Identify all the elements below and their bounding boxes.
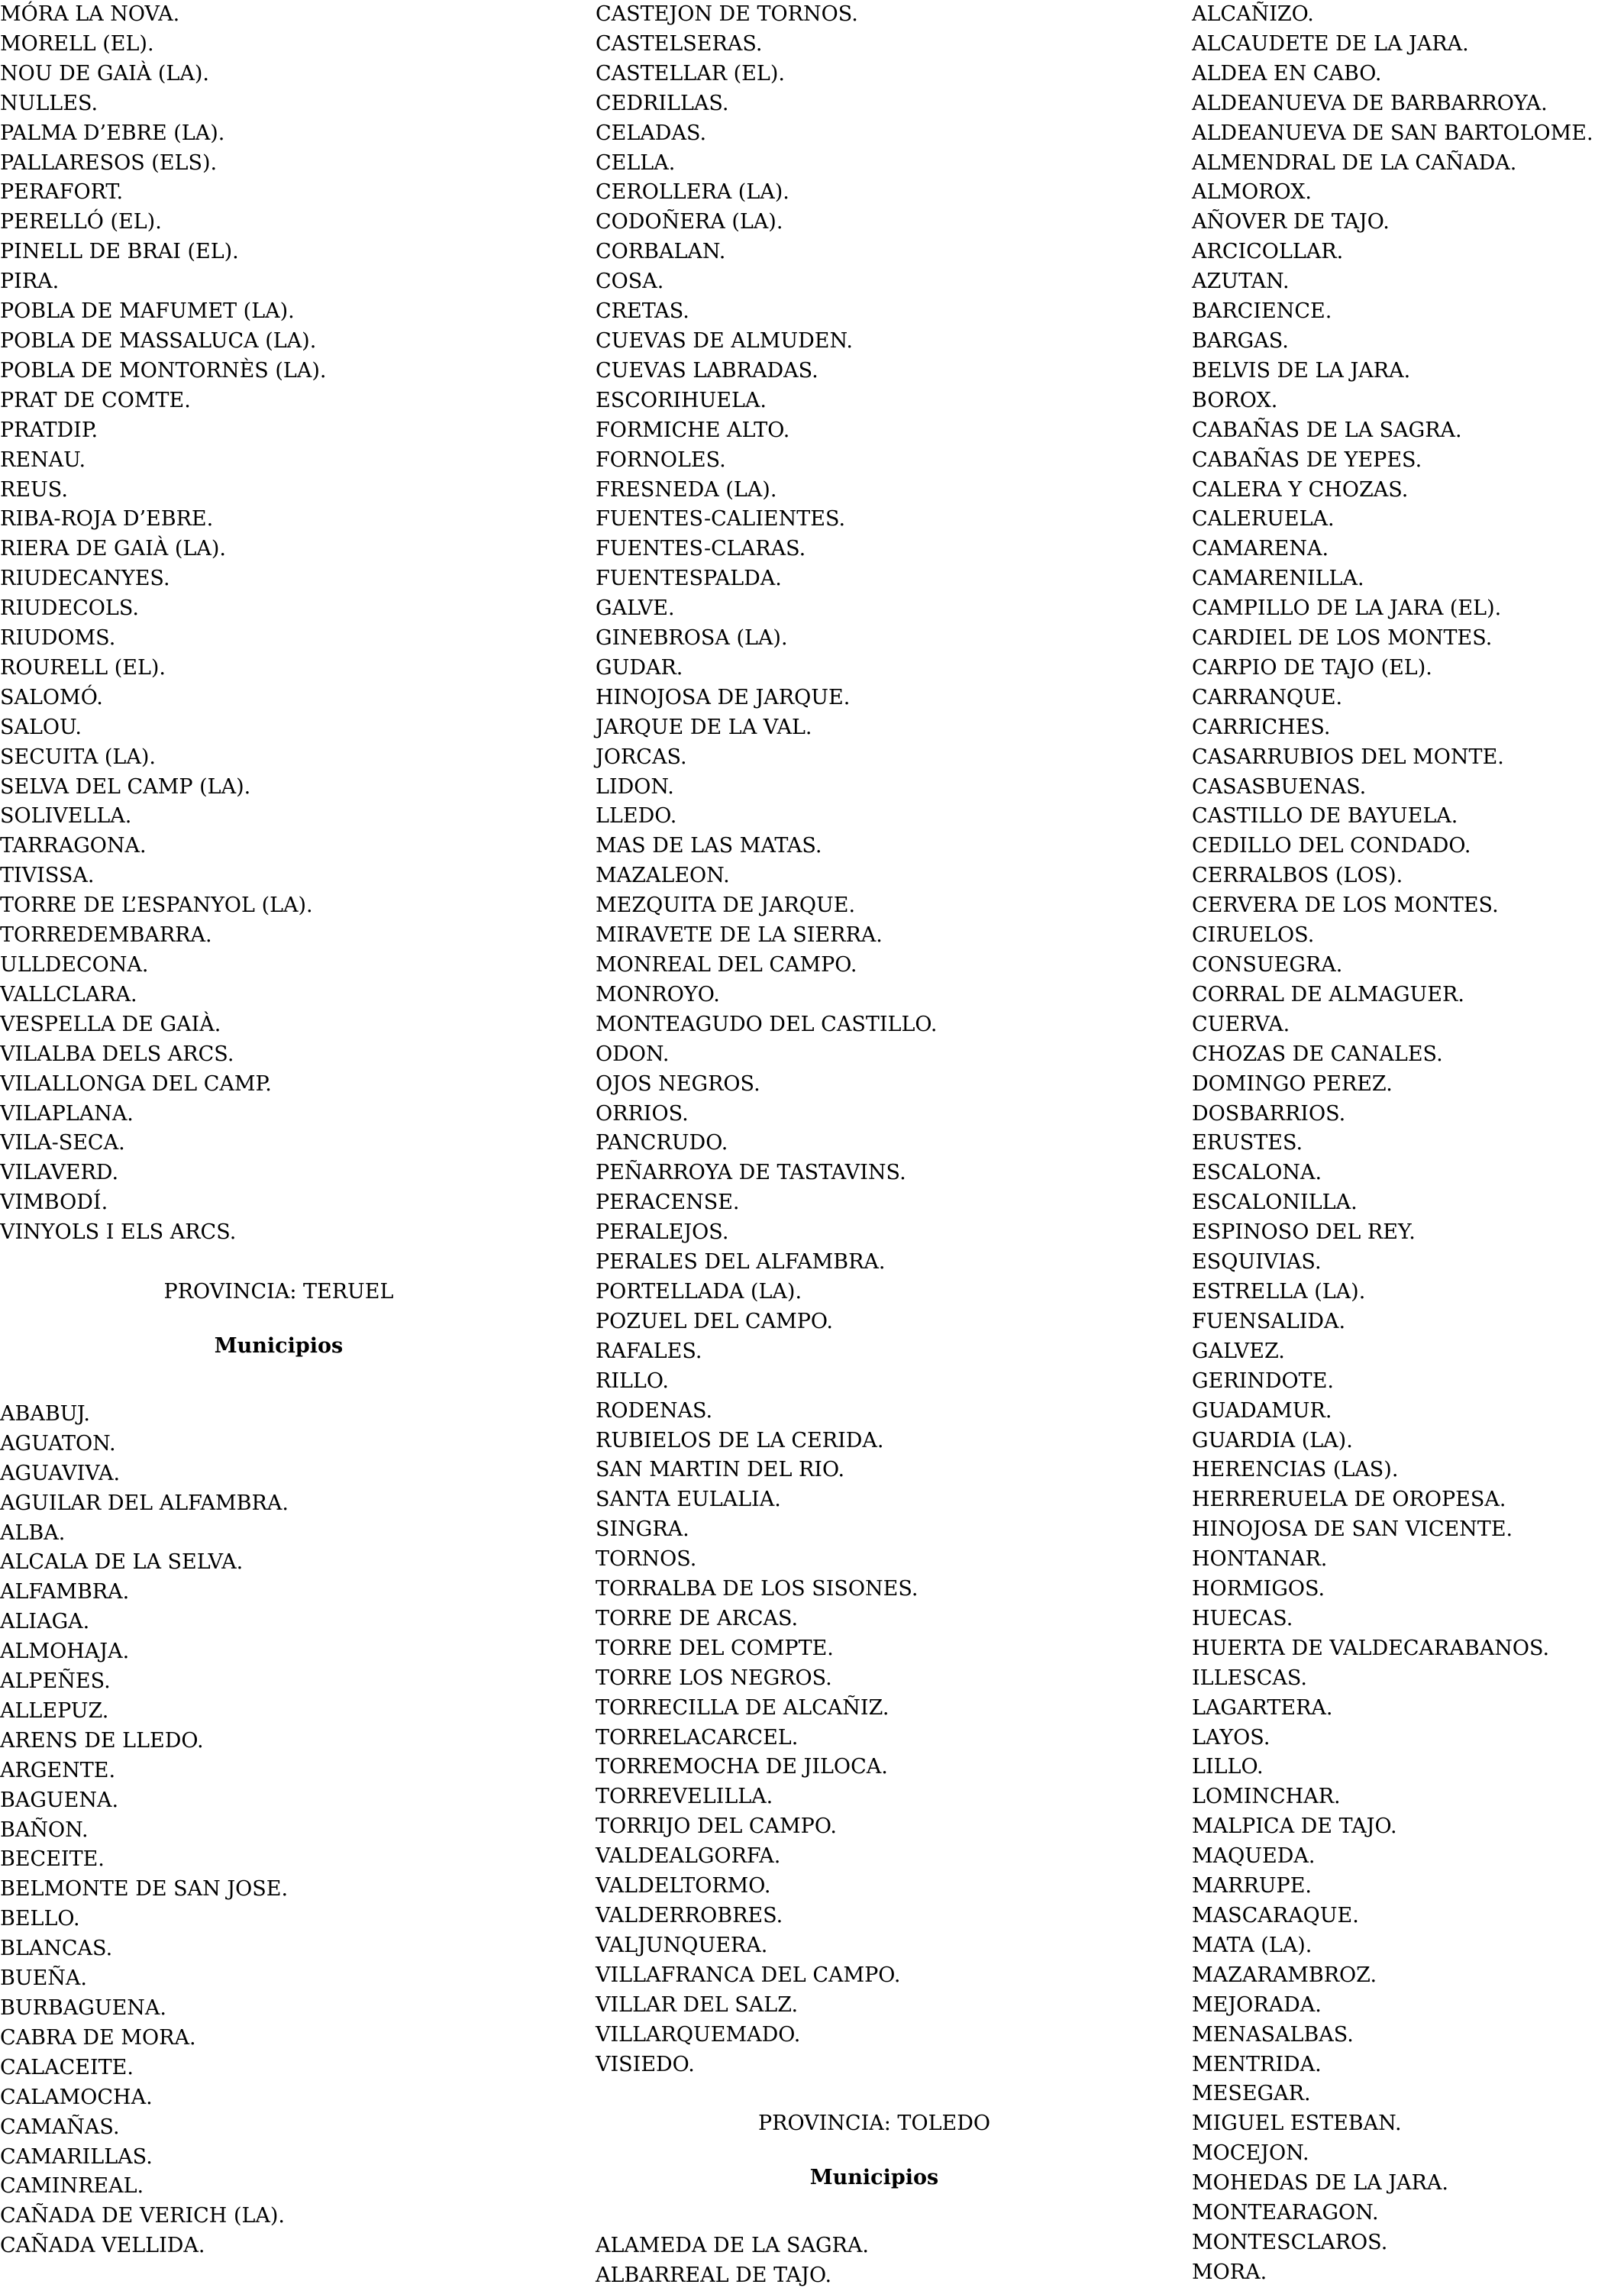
municipality-item: PEÑARROYA DE TASTAVINS. — [596, 1161, 906, 1185]
municipality-item: FUENTES-CLARAS. — [596, 537, 806, 561]
municipality-item: PALMA D’EBRE (LA). — [0, 121, 225, 145]
municipality-item: CUEVAS DE ALMUDEN. — [596, 328, 853, 353]
municipality-item: CEROLLERA (LA). — [596, 180, 789, 205]
municipality-item: MORELL (EL). — [0, 31, 154, 56]
municipality-item: SAN MARTIN DEL RIO. — [596, 1458, 845, 1482]
municipality-item: VILALLONGA DEL CAMP. — [0, 1071, 272, 1096]
municipality-item: SINGRA. — [596, 1517, 689, 1542]
municipality-item: HORMIGOS. — [1192, 1577, 1325, 1601]
municipality-item: TORRE DEL COMPTE. — [596, 1636, 834, 1660]
municipality-item: GUARDIA (LA). — [1192, 1428, 1353, 1452]
municipality-item: PRATDIP. — [0, 418, 98, 442]
municipality-item: PERACENSE. — [596, 1191, 740, 1215]
municipality-item: CASTELSERAS. — [596, 31, 763, 56]
municipality-item: TORREMOCHA DE JILOCA. — [596, 1755, 888, 1779]
municipality-item: GUDAR. — [596, 655, 683, 680]
municipality-item: ODON. — [596, 1042, 670, 1066]
municipality-item: ALCAÑIZO. — [1192, 2, 1314, 26]
municipality-item: CAÑADA DE VERICH (LA). — [0, 2204, 286, 2228]
municipality-item: GERINDOTE. — [1192, 1368, 1334, 1393]
municipality-item: TORRALBA DE LOS SISONES. — [596, 1577, 919, 1601]
municipality-item: RIBA-ROJA D’EBRE. — [0, 507, 214, 532]
municipality-item: ALAMEDA DE LA SAGRA. — [596, 2234, 869, 2258]
province-heading: PROVINCIA: TERUEL — [163, 1280, 394, 1304]
municipality-item: BLANCAS. — [0, 1937, 113, 1961]
municipality-item: FUENSALIDA. — [1192, 1309, 1346, 1333]
municipality-item: ARGENTE. — [0, 1758, 116, 1782]
municipality-item: FRESNEDA (LA). — [596, 477, 777, 502]
municipality-item: POBLA DE MONTORNÈS (LA). — [0, 358, 327, 383]
municipality-item: MORA. — [1192, 2260, 1267, 2284]
municipality-item: ABABUJ. — [0, 1401, 91, 1426]
municipality-item: FORNOLES. — [596, 448, 726, 472]
municipality-item: BAGUENA. — [0, 1788, 119, 1812]
municipality-item: ULLDECONA. — [0, 953, 149, 977]
municipality-item: PANCRUDO. — [596, 1131, 728, 1155]
municipality-item: CELADAS. — [596, 121, 707, 145]
municipality-item: PALLARESOS (ELS). — [0, 150, 218, 175]
municipality-item: MEZQUITA DE JARQUE. — [596, 893, 856, 918]
municipality-item: ALMOROX. — [1192, 180, 1312, 205]
municipality-item: CALAMOCHA. — [0, 2085, 153, 2109]
municipality-item: CARDIEL DE LOS MONTES. — [1192, 626, 1493, 651]
municipality-item: CABAÑAS DE YEPES. — [1192, 448, 1422, 472]
municipality-item: ARCICOLLAR. — [1192, 240, 1344, 264]
municipality-item: SELVA DEL CAMP (LA). — [0, 774, 251, 799]
municipality-item: ALIAGA. — [0, 1610, 90, 1634]
municipality-item: CASASBUENAS. — [1192, 774, 1367, 799]
municipality-item: MONROYO. — [596, 982, 720, 1007]
municipality-item: MAZARAMBROZ. — [1192, 1963, 1377, 1987]
municipality-item: ALFAMBRA. — [0, 1580, 130, 1604]
municipality-item: ROURELL (EL). — [0, 655, 166, 680]
municipality-item: ESCALONA. — [1192, 1161, 1322, 1185]
municipality-item: VALLCLARA. — [0, 982, 137, 1007]
municipality-item: LLEDO. — [596, 804, 677, 829]
municipality-item: BURBAGUENA. — [0, 1996, 167, 2020]
municipality-item: SALOU. — [0, 715, 82, 739]
municipality-item: BAÑON. — [0, 1818, 89, 1842]
municipality-item: HONTANAR. — [1192, 1547, 1328, 1572]
municipality-item: ALPEÑES. — [0, 1669, 111, 1694]
municipality-item: CABAÑAS DE LA SAGRA. — [1192, 418, 1462, 442]
municipality-item: RODENAS. — [596, 1398, 713, 1423]
municipality-item: VESPELLA DE GAIÀ. — [0, 1012, 221, 1036]
municipality-item: GALVE. — [596, 596, 675, 621]
municipality-item: ERUSTES. — [1192, 1131, 1303, 1155]
municipality-item: ARENS DE LLEDO. — [0, 1728, 204, 1753]
municipality-item: TARRAGONA. — [0, 834, 147, 858]
municipality-item: RIERA DE GAIÀ (LA). — [0, 537, 226, 561]
municipality-item: MIRAVETE DE LA SIERRA. — [596, 923, 883, 948]
municipality-item: MONREAL DEL CAMPO. — [596, 953, 857, 977]
municipality-item: RENAU. — [0, 448, 86, 472]
municipality-item: CAMARENA. — [1192, 537, 1329, 561]
municipality-item: VILLAR DEL SALZ. — [596, 1992, 799, 2017]
municipality-item: ESCORIHUELA. — [596, 388, 767, 412]
municipios-subheading: Municipios — [809, 2166, 939, 2190]
municipality-item: CAMARENILLA. — [1192, 567, 1364, 591]
municipality-item: VILLARQUEMADO. — [596, 2022, 801, 2047]
municipality-item: CODOÑERA (LA). — [596, 210, 783, 234]
municipality-item: LIDON. — [596, 774, 674, 799]
municipality-item: AGUILAR DEL ALFAMBRA. — [0, 1491, 289, 1515]
municipality-item: POZUEL DEL CAMPO. — [596, 1309, 834, 1333]
municipality-item: BOROX. — [1192, 388, 1278, 412]
municipality-item: PORTELLADA (LA). — [596, 1279, 802, 1304]
municipality-item: TORRE LOS NEGROS. — [596, 1666, 832, 1690]
municipality-item: MARRUPE. — [1192, 1874, 1312, 1898]
municipality-item: PERALES DEL ALFAMBRA. — [596, 1250, 886, 1275]
municipality-item: POBLA DE MAFUMET (LA). — [0, 299, 295, 324]
municipality-item: VILAPLANA. — [0, 1101, 134, 1126]
municipality-item: HUECAS. — [1192, 1606, 1293, 1630]
municipality-item: SANTA EULALIA. — [596, 1488, 781, 1512]
municipality-item: BARGAS. — [1192, 328, 1289, 353]
municipality-item: FUENTESPALDA. — [596, 567, 782, 591]
municipality-item: RILLO. — [596, 1368, 669, 1393]
municipality-item: VILA-SECA. — [0, 1131, 125, 1155]
municipality-item: TORRIJO DEL CAMPO. — [596, 1814, 837, 1839]
municipality-item: ALMENDRAL DE LA CAÑADA. — [1192, 150, 1517, 175]
municipality-item: SECUITA (LA). — [0, 745, 156, 769]
municipality-item: CORBALAN. — [596, 240, 726, 264]
municipality-item: MONTEAGUDO DEL CASTILLO. — [596, 1012, 938, 1036]
municipality-item: ALDEANUEVA DE SAN BARTOLOME. — [1192, 121, 1593, 145]
municipality-item: CAMINREAL. — [0, 2174, 144, 2199]
municipality-item: ESQUIVIAS. — [1192, 1250, 1322, 1275]
municipality-item: MOHEDAS DE LA JARA. — [1192, 2171, 1448, 2196]
municipality-item: MENASALBAS. — [1192, 2022, 1354, 2047]
municipality-item: CABRA DE MORA. — [0, 2025, 196, 2050]
municipality-item: REUS. — [0, 477, 68, 502]
municipality-item: NULLES. — [0, 91, 98, 115]
municipality-item: VILALBA DELS ARCS. — [0, 1042, 234, 1066]
municipality-item: CASTELLAR (EL). — [596, 61, 785, 86]
municipality-item: HUERTA DE VALDECARABANOS. — [1192, 1636, 1550, 1660]
municipality-item: MAQUEDA. — [1192, 1844, 1316, 1869]
municipality-item: RIUDECANYES. — [0, 567, 170, 591]
municipality-item: MENTRIDA. — [1192, 2052, 1322, 2076]
municipality-item: CALACEITE. — [0, 2055, 134, 2079]
municipality-item: PERELLÓ (EL). — [0, 210, 162, 234]
municipality-item: VILLAFRANCA DEL CAMPO. — [596, 1963, 901, 1987]
municipality-item: CERRALBOS (LOS). — [1192, 864, 1403, 888]
municipality-item: CERVERA DE LOS MONTES. — [1192, 893, 1499, 918]
municipality-item: GALVEZ. — [1192, 1339, 1285, 1363]
municipality-item: HERENCIAS (LAS). — [1192, 1458, 1399, 1482]
municipality-item: AZUTAN. — [1192, 270, 1290, 294]
municipality-item: MAZALEON. — [596, 864, 730, 888]
municipality-item: TORRE DE ARCAS. — [596, 1606, 799, 1630]
municipality-item: CASARRUBIOS DEL MONTE. — [1192, 745, 1504, 769]
municipality-item: SOLIVELLA. — [0, 804, 132, 829]
municipality-item: MÓRA LA NOVA. — [0, 2, 180, 26]
municipality-item: CRETAS. — [596, 299, 689, 324]
municipality-item: ALCAUDETE DE LA JARA. — [1192, 31, 1469, 56]
municipality-item: VINYOLS I ELS ARCS. — [0, 1220, 237, 1245]
municipality-item: CORRAL DE ALMAGUER. — [1192, 982, 1464, 1007]
municipality-item: MONTESCLAROS. — [1192, 2230, 1388, 2254]
municipality-item: JARQUE DE LA VAL. — [596, 715, 812, 739]
municipality-item: DOSBARRIOS. — [1192, 1101, 1346, 1126]
municipality-item: JORCAS. — [596, 745, 687, 769]
municipality-item: HINOJOSA DE JARQUE. — [596, 685, 851, 709]
municipality-item: POBLA DE MASSALUCA (LA). — [0, 328, 317, 353]
municipality-item: BUEÑA. — [0, 1966, 88, 1991]
municipality-item: SALOMÓ. — [0, 685, 103, 709]
municipality-item: LAYOS. — [1192, 1725, 1270, 1750]
municipality-item: ESTRELLA (LA). — [1192, 1279, 1366, 1304]
municipality-item: VILAVERD. — [0, 1161, 119, 1185]
municipality-item: PERAFORT. — [0, 180, 124, 205]
municipality-item: CUEVAS LABRADAS. — [596, 358, 818, 383]
municipality-item: TORRE DE L’ESPANYOL (LA). — [0, 893, 313, 918]
municipality-item: AGUATON. — [0, 1431, 116, 1456]
municipality-item: RIUDOMS. — [0, 626, 116, 651]
municipality-item: ALBARREAL DE TAJO. — [596, 2264, 832, 2288]
municipality-item: TORREVELILLA. — [596, 1785, 773, 1809]
municipality-item: PINELL DE BRAI (EL). — [0, 240, 239, 264]
municipality-item: HERRERUELA DE OROPESA. — [1192, 1488, 1506, 1512]
column-1 — [0, 0, 534, 2261]
municipality-item: VALDEALGORFA. — [596, 1844, 781, 1869]
municipality-item: CALERA Y CHOZAS. — [1192, 477, 1409, 502]
municipality-item: GINEBROSA (LA). — [596, 626, 788, 651]
municipality-item: CEDRILLAS. — [596, 91, 729, 115]
municipality-item: CONSUEGRA. — [1192, 953, 1343, 977]
municipality-item: CASTILLO DE BAYUELA. — [1192, 804, 1458, 829]
municipality-item: RUBIELOS DE LA CERIDA. — [596, 1428, 884, 1452]
municipality-item: PERALEJOS. — [596, 1220, 729, 1245]
province-heading: PROVINCIA: TOLEDO — [757, 2112, 990, 2136]
column-2 — [596, 0, 1130, 2291]
municipality-item: ALDEANUEVA DE BARBARROYA. — [1192, 91, 1548, 115]
municipality-item: ESCALONILLA. — [1192, 1191, 1358, 1215]
municipality-item: BARCIENCE. — [1192, 299, 1332, 324]
municipality-item: MASCARAQUE. — [1192, 1904, 1359, 1927]
municipality-item: ALLEPUZ. — [0, 1698, 109, 1723]
municipality-item: LILLO. — [1192, 1755, 1264, 1779]
municipality-item: LAGARTERA. — [1192, 1695, 1333, 1720]
municipios-subheading: Municipios — [214, 1333, 344, 1358]
municipality-item: ALMOHAJA. — [0, 1640, 130, 1664]
municipality-item: CAMPILLO DE LA JARA (EL). — [1192, 596, 1502, 621]
municipality-item: MIGUEL ESTEBAN. — [1192, 2112, 1402, 2136]
municipality-item: TORNOS. — [596, 1547, 697, 1572]
municipality-item: PRAT DE COMTE. — [0, 388, 191, 412]
municipality-item: MAS DE LAS MATAS. — [596, 834, 822, 858]
municipality-item: CAMAÑAS. — [0, 2115, 120, 2139]
municipality-item: TORRECILLA DE ALCAÑIZ. — [596, 1695, 889, 1720]
municipality-item: TORRELACARCEL. — [596, 1725, 799, 1750]
municipality-item: CASTEJON DE TORNOS. — [596, 2, 858, 26]
municipality-item: CALERUELA. — [1192, 507, 1335, 532]
municipality-item: VALDELTORMO. — [596, 1874, 771, 1898]
municipality-item: CARPIO DE TAJO (EL). — [1192, 655, 1432, 680]
municipality-item: VALDERROBRES. — [596, 1904, 783, 1927]
municipality-item: TORREDEMBARRA. — [0, 923, 212, 948]
municipality-item: NOU DE GAIÀ (LA). — [0, 61, 209, 86]
municipality-item: CAMARILLAS. — [0, 2144, 153, 2169]
municipality-item: TIVISSA. — [0, 864, 95, 888]
municipality-item: MEJORADA. — [1192, 1992, 1322, 2017]
municipality-item: DOMINGO PEREZ. — [1192, 1071, 1393, 1096]
municipality-item: ESPINOSO DEL REY. — [1192, 1220, 1416, 1245]
municipality-item: FORMICHE ALTO. — [596, 418, 790, 442]
municipality-item: CEDILLO DEL CONDADO. — [1192, 834, 1471, 858]
column-3 — [1192, 0, 1624, 2288]
municipality-item: CUERVA. — [1192, 1012, 1290, 1036]
municipality-item: VIMBODÍ. — [0, 1191, 108, 1215]
municipality-item: MONTEARAGON. — [1192, 2201, 1379, 2225]
municipality-item: CHOZAS DE CANALES. — [1192, 1042, 1443, 1066]
municipality-item: AGUAVIVA. — [0, 1461, 121, 1485]
municipality-item: GUADAMUR. — [1192, 1398, 1332, 1423]
municipality-item: BECEITE. — [0, 1847, 105, 1872]
municipality-item: ILLESCAS. — [1192, 1666, 1308, 1690]
municipality-item: HINOJOSA DE SAN VICENTE. — [1192, 1517, 1513, 1542]
municipality-item: ALBA. — [0, 1520, 66, 1545]
municipality-item: ALDEA EN CABO. — [1192, 61, 1382, 86]
municipality-item: ORRIOS. — [596, 1101, 689, 1126]
municipality-item: PIRA. — [0, 270, 60, 294]
municipality-item: CELLA. — [596, 150, 676, 175]
municipality-item: RAFALES. — [596, 1339, 702, 1363]
municipality-item: MATA (LA). — [1192, 1933, 1312, 1957]
municipality-item: AÑOVER DE TAJO. — [1192, 210, 1390, 234]
municipality-item: CARRICHES. — [1192, 715, 1331, 739]
municipality-item: BELMONTE DE SAN JOSE. — [0, 1877, 289, 1902]
municipality-item: OJOS NEGROS. — [596, 1071, 760, 1096]
municipality-item: CARRANQUE. — [1192, 685, 1343, 709]
municipality-item: FUENTES-CALIENTES. — [596, 507, 846, 532]
municipality-item: RIUDECOLS. — [0, 596, 139, 621]
municipality-item: COSA. — [596, 270, 664, 294]
municipality-item: BELLO. — [0, 1907, 80, 1931]
municipality-item: MALPICA DE TAJO. — [1192, 1814, 1397, 1839]
municipality-item: ALCALA DE LA SELVA. — [0, 1550, 244, 1575]
municipality-item: CIRUELOS. — [1192, 923, 1315, 948]
municipality-item: VISIEDO. — [596, 2052, 695, 2076]
municipality-item: MESEGAR. — [1192, 2082, 1311, 2106]
municipality-item: LOMINCHAR. — [1192, 1785, 1341, 1809]
municipality-item: BELVIS DE LA JARA. — [1192, 358, 1411, 383]
municipality-item: MOCEJON. — [1192, 2141, 1309, 2166]
municipality-item: VALJUNQUERA. — [596, 1933, 768, 1957]
municipality-item: CAÑADA VELLIDA. — [0, 2234, 205, 2258]
